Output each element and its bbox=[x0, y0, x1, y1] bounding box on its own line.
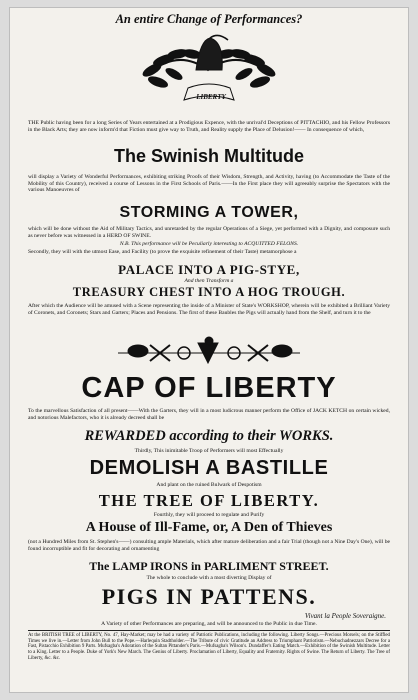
paragraph-ruined-bulwark: And plant on the ruined Bulwark of Despotism bbox=[156, 482, 262, 488]
paragraph-metamorphose: Secondly, they will with the utmost Ease, and Facility (to prove the exquisite refinement of their Taste) metamorphose a bbox=[28, 249, 297, 255]
title-cap-of-liberty: CAP OF LIBERTY bbox=[81, 372, 337, 404]
closing-motto: Vivant la People Soveraigne. bbox=[304, 612, 386, 620]
title-rewarded: REWARDED according to their WORKS. bbox=[84, 428, 334, 444]
paragraph-conclude: The whole to conclude with a most diverting Display of bbox=[146, 575, 272, 581]
footer-publications-note: At the BRITISH TREE of LIBERTY, No. 47, Hay-Market; may be had a variety of Patriotic Publications, including the following. Liberty Songs.—Precious Morsels; on the Stiffled Times we live in.—Letter from John Bull to the Pope.—Harlequin Stadtholder.—The Tribute of civic Gratitude an Address to Triumphant Patriotism.—Nebuchadnezzars Decree for a Fast, Pistacchio Exhibition 9 Parts. Mufsagba's Adoration of the Sultan Pittander's Paris.—Mufsagba's Wilson's. Dundaffer's Eating Match.—Exhibition of the Swinish Multitude. Letter to a King. Letter to a People. Duke of York's New March. The Genius of Liberty. Proclamation of Liberty, Equality and Fraternity. Rights of Swine. The Return of Liberty. The Tree of Liberty, &c. &c. bbox=[28, 633, 390, 661]
paragraph-lessons: will display a Variety of Wonderful Performances, exhibiting striking Proofs of their Wisdom, Strength, and Activity, having (to Accommodate the Taste of the Mobility of this Country), received a course of Lessons in the First Schools of Paris.——In the First place they will agreeably surprise the Spectators with the various Manoeuvres of bbox=[28, 174, 390, 194]
title-pigs-in-pattens: PIGS IN PATTENS. bbox=[101, 584, 317, 609]
playbill-heading: An entire Change of Performances? bbox=[115, 12, 303, 26]
title-swinish-multitude: The Swinish Multitude bbox=[114, 146, 304, 166]
note-acquitted-felons: N.B. This performance will be Peculiarly interesting to ACQUITTED FELONS. bbox=[119, 241, 299, 247]
title-palace-pig-stye: PALACE INTO A PIG-STYE, bbox=[118, 262, 300, 277]
paragraph-st-stephens: (not a Hundred Miles from St. Stephen's——) consulting ample Materials, which after mature deliberation and a fair Trial (though not a Nine Day's One), will be found incorruptible and fit for decorating and ornamenting bbox=[28, 539, 390, 552]
liberty-banner-label bbox=[186, 90, 236, 102]
intro-paragraph: THE Public having been for a long Series of Years entertained at a Prodigious Expence, with the unrival'd Deceptions of PITTACHIO, and his Fellow Professors in the Black Arts; they are now inform'd that Fiction must give way to Truth, and Reality supply the Place of Delusion!—— In consequence of which, bbox=[28, 120, 390, 133]
paragraph-jack-ketch: To the marvellous Satisfaction of all present——With the Garters, they will in a most ludicrous manner perform the Office of JACK KETCH on certain wicked, and notorious Malefactors, who it is already decreed shall be bbox=[28, 408, 390, 421]
paragraph-fourthly: Fourthly, they will proceed to regulate and Purify bbox=[153, 512, 265, 518]
title-storming-tower: STORMING A TOWER, bbox=[119, 204, 299, 221]
ornamental-trophy-icon bbox=[114, 333, 304, 371]
title-house-of-ill-fame: A House of Ill-Fame, or, A Den of Thieves bbox=[85, 520, 333, 535]
title-lamp-irons: The LAMP IRONS in PARLIMENT STREET. bbox=[89, 559, 329, 573]
divider-rule bbox=[28, 630, 390, 631]
transition-text: And then Transform a bbox=[184, 278, 234, 284]
playbill-sheet bbox=[10, 8, 408, 692]
paragraph-other-performances: A Variety of other Performances are preparing, and will be announced to the Public in due Time. bbox=[101, 621, 317, 627]
paragraph-herd-of-swine: which will be done without the Aid of Military Tactics, and unretarded by the regular Operations of a Siege, yet performed with a Dignity, and composure such as never before was witnessed in a HERD OF SWINE. bbox=[28, 226, 390, 239]
title-demolish-bastille: DEMOLISH A BASTILLE bbox=[89, 457, 329, 479]
liberty-banner-text: LIBERTY bbox=[196, 93, 226, 101]
title-tree-of-liberty: THE TREE OF LIBERTY. bbox=[98, 491, 320, 510]
paragraph-thirdly: Thirdly, This inimitable Troop of Performers will most Effectually bbox=[134, 448, 284, 454]
title-treasury-chest: TREASURY CHEST INTO A HOG TROUGH. bbox=[72, 285, 346, 299]
paragraph-workshop: After which the Audience will be amused with a Scene representing the inside of a Minister of State's WORKSHOP, wherein will be exhibited a Brilliant Variety of Coronets, and Coronets; Stars and Garters; Places and Pensions. The first of these Baubles the Pigs will actually hand from the Shelf, and turn it to the bbox=[28, 303, 390, 316]
